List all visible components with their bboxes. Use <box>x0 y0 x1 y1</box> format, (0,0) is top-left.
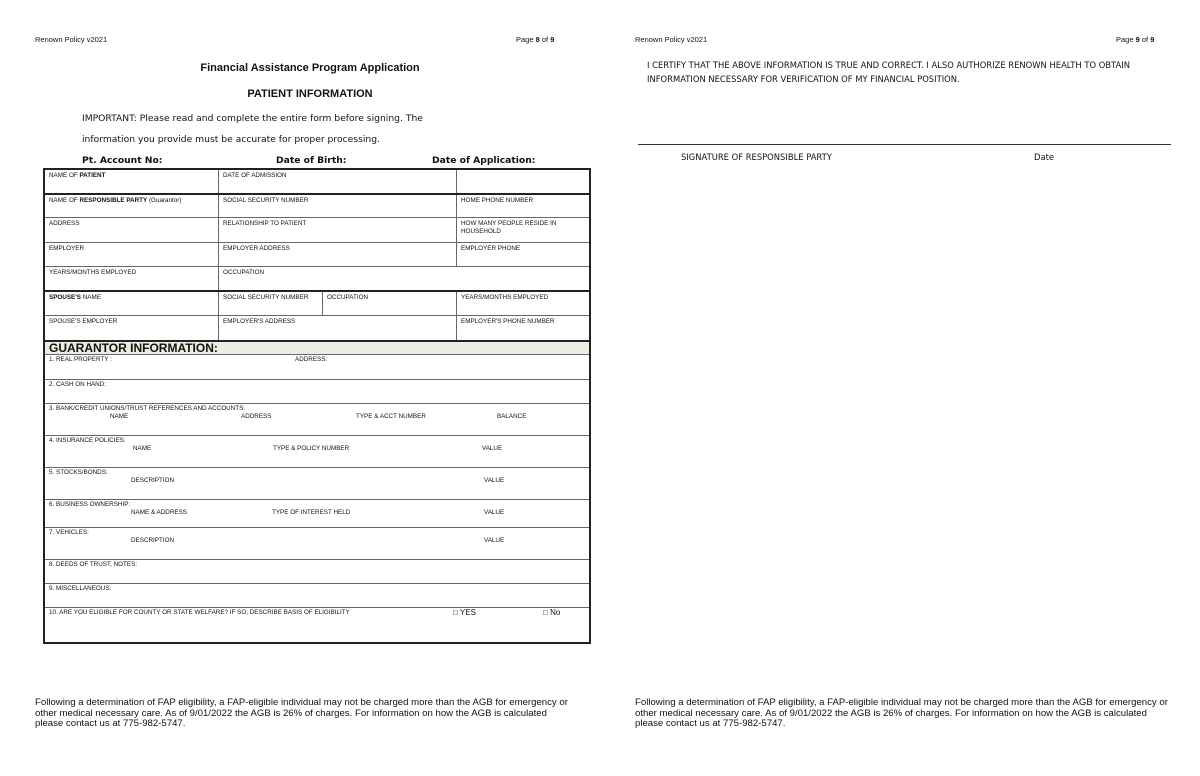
form-field[interactable] <box>456 292 593 315</box>
guarantor-row-label: 1. REAL PROPERTY : <box>49 356 112 363</box>
no-label: No <box>550 608 561 617</box>
date-label: Date <box>1034 152 1055 162</box>
yes-label: YES <box>459 608 476 617</box>
form-field[interactable] <box>218 267 593 290</box>
form-field[interactable] <box>218 218 456 242</box>
field-label: PATIENT <box>79 172 106 179</box>
column-label: VALUE <box>482 445 503 452</box>
guarantor-row-label: 6. BUSINESS OWNERSHIP: <box>49 501 131 508</box>
checkbox-icon[interactable]: □ <box>543 608 551 617</box>
field-label: HOME PHONE NUMBER <box>461 197 534 204</box>
certification-statement: I CERTIFY THAT THE ABOVE INFORMATION IS TRUE AND CORRECT. I ALSO AUTHORIZE RENOWN HEALTH TO OBTAIN INFORMATION NECESSARY FOR VERIFICATION OF MY FINANCIAL POSITION. <box>647 60 1131 84</box>
guarantor-row[interactable] <box>45 435 589 467</box>
column-label: ADDRESS: <box>295 356 328 363</box>
form-field[interactable] <box>45 316 218 340</box>
date-of-application-label: Date of Application: <box>432 155 536 166</box>
form-field[interactable] <box>218 195 456 217</box>
guarantor-row[interactable] <box>45 607 589 643</box>
section-title: PATIENT INFORMATION <box>247 88 373 100</box>
column-label: TYPE OF INTEREST HELD <box>272 509 351 516</box>
patient-information-form <box>43 168 591 644</box>
field-label: SOCIAL SECURITY NUMBER <box>223 197 309 204</box>
guarantor-row-label: 7. VEHICLES: <box>49 529 89 536</box>
column-label: ADDRESS <box>241 413 272 420</box>
field-label: YEARS/MONTHS EMPLOYED <box>49 269 137 276</box>
form-row <box>45 168 589 193</box>
form-field[interactable] <box>218 170 456 193</box>
guarantor-row-label: 9. MISCELLANEOUS: <box>49 585 112 592</box>
form-field[interactable] <box>45 267 218 290</box>
guarantor-row[interactable] <box>45 527 589 559</box>
form-field[interactable] <box>456 218 593 242</box>
guarantor-row[interactable] <box>45 403 589 435</box>
guarantor-row[interactable] <box>45 379 589 403</box>
page-header-left: Renown Policy v2021 <box>635 35 708 44</box>
form-field[interactable] <box>456 243 593 266</box>
field-label: SPOUSE'S <box>49 294 81 301</box>
page-number: Page 8 of 9 <box>516 35 555 44</box>
column-label: DESCRIPTION <box>131 477 175 484</box>
column-label: BALANCE <box>497 413 527 420</box>
field-label: ADDRESS <box>49 220 80 227</box>
form-row <box>45 217 589 242</box>
agb-footer-note: Following a determination of FAP eligibility, a FAP-eligible individual may not be charged more than the AGB for emergency or other medical necessary care. As of 9/01/2022 the AGB is 26% of charges. For information on how the AGB is calculated please contact us at 775-982-5747. <box>35 697 568 729</box>
field-label: EMPLOYER ADDRESS <box>223 245 290 252</box>
column-label: NAME <box>133 445 152 452</box>
column-label: DESCRIPTION <box>131 537 175 544</box>
guarantor-row-label: 10. ARE YOU ELIGIBLE FOR COUNTY OR STATE WELFARE? IF SO, DESCRIBE BASIS OF ELIGIBILITY <box>49 609 350 616</box>
field-label: RESPONSIBLE PARTY <box>79 197 148 204</box>
column-label: NAME & ADDRESS <box>131 509 187 516</box>
form-row <box>45 242 589 266</box>
column-label: VALUE <box>484 509 505 516</box>
guarantor-row[interactable] <box>45 467 589 499</box>
field-label: NAME OF <box>49 172 80 179</box>
signature-label: SIGNATURE OF RESPONSIBLE PARTY <box>681 152 832 162</box>
account-number-label: Pt. Account No: <box>82 155 163 166</box>
column-label: TYPE & ACCT NUMBER <box>356 413 426 420</box>
form-row <box>45 266 589 290</box>
field-label: OCCUPATION <box>223 269 265 276</box>
column-label: VALUE <box>484 537 505 544</box>
field-label: HOW MANY PEOPLE RESIDE IN HOUSEHOLD <box>461 220 557 235</box>
guarantor-row-label: 8. DEEDS OF TRUST, NOTES: <box>49 561 138 568</box>
form-row <box>45 193 589 217</box>
form-field[interactable] <box>456 195 593 217</box>
form-field[interactable] <box>218 316 456 340</box>
guarantor-row[interactable] <box>45 499 589 527</box>
form-row <box>45 290 589 315</box>
form-field[interactable] <box>456 170 593 193</box>
page-header-left: Renown Policy v2021 <box>35 35 108 44</box>
guarantor-row-label: 3. BANK/CREDIT UNIONS/TRUST REFERENCES AND ACCOUNTS: <box>49 405 246 412</box>
guarantor-row-label: 2. CASH ON HAND: <box>49 381 107 388</box>
field-label: DATE OF ADMISSION <box>223 172 287 179</box>
form-field[interactable] <box>45 195 218 217</box>
field-label: OCCUPATION <box>327 294 369 301</box>
guarantor-row-label: 5. STOCKS/BONDS: <box>49 469 108 476</box>
dob-label: Date of Birth: <box>276 155 347 166</box>
guarantor-row[interactable] <box>45 559 589 583</box>
signature-line[interactable] <box>638 144 1171 145</box>
no-checkbox[interactable] <box>543 608 560 617</box>
checkbox-icon[interactable]: □ <box>453 608 460 617</box>
field-label: SPOUSE'S EMPLOYER <box>49 318 118 325</box>
form-field[interactable] <box>322 292 456 315</box>
instructions-line-1: IMPORTANT: Please read and complete the entire form before signing. The <box>82 113 423 124</box>
field-label: EMPLOYER PHONE <box>461 245 521 252</box>
guarantor-row[interactable] <box>45 354 589 379</box>
field-label: EMPLOYER'S ADDRESS <box>223 318 296 325</box>
column-label: TYPE & POLICY NUMBER <box>273 445 350 452</box>
field-label: SOCIAL SECURITY NUMBER <box>223 294 309 301</box>
instructions-line-2: information you provide must be accurate for proper processing. <box>82 134 380 145</box>
field-label: NAME <box>80 294 101 301</box>
form-field[interactable] <box>218 243 456 266</box>
field-label: YEARS/MONTHS EMPLOYED <box>461 294 549 301</box>
guarantor-row[interactable] <box>45 583 589 607</box>
field-label: NAME OF <box>49 197 80 204</box>
form-title: Financial Assistance Program Application <box>200 62 420 74</box>
column-label: NAME <box>110 413 129 420</box>
form-field[interactable] <box>45 243 218 266</box>
form-field[interactable] <box>218 292 322 315</box>
field-label: EMPLOYER <box>49 245 84 252</box>
field-label: RELATIONSHIP TO PATIENT <box>223 220 307 227</box>
field-label: EMPLOYER'S PHONE NUMBER <box>461 318 555 325</box>
guarantor-row-label: 4. INSURANCE POLICIES: <box>49 437 126 444</box>
yes-checkbox[interactable] <box>453 608 476 617</box>
form-field[interactable] <box>45 170 218 193</box>
column-label: VALUE <box>484 477 505 484</box>
form-row <box>45 315 589 340</box>
form-field[interactable] <box>45 218 218 242</box>
guarantor-heading: GUARANTOR INFORMATION: <box>45 340 589 354</box>
page-number: Page 9 of 9 <box>1116 35 1155 44</box>
form-field[interactable] <box>45 292 218 315</box>
form-field[interactable] <box>456 316 593 340</box>
agb-footer-note: Following a determination of FAP eligibility, a FAP-eligible individual may not be charged more than the AGB for emergency or other medical necessary care. As of 9/01/2022 the AGB is 26% of charges. For information on how the AGB is calculated please contact us at 775-982-5747. <box>635 697 1168 729</box>
field-label: (Guarantor) <box>147 197 182 204</box>
